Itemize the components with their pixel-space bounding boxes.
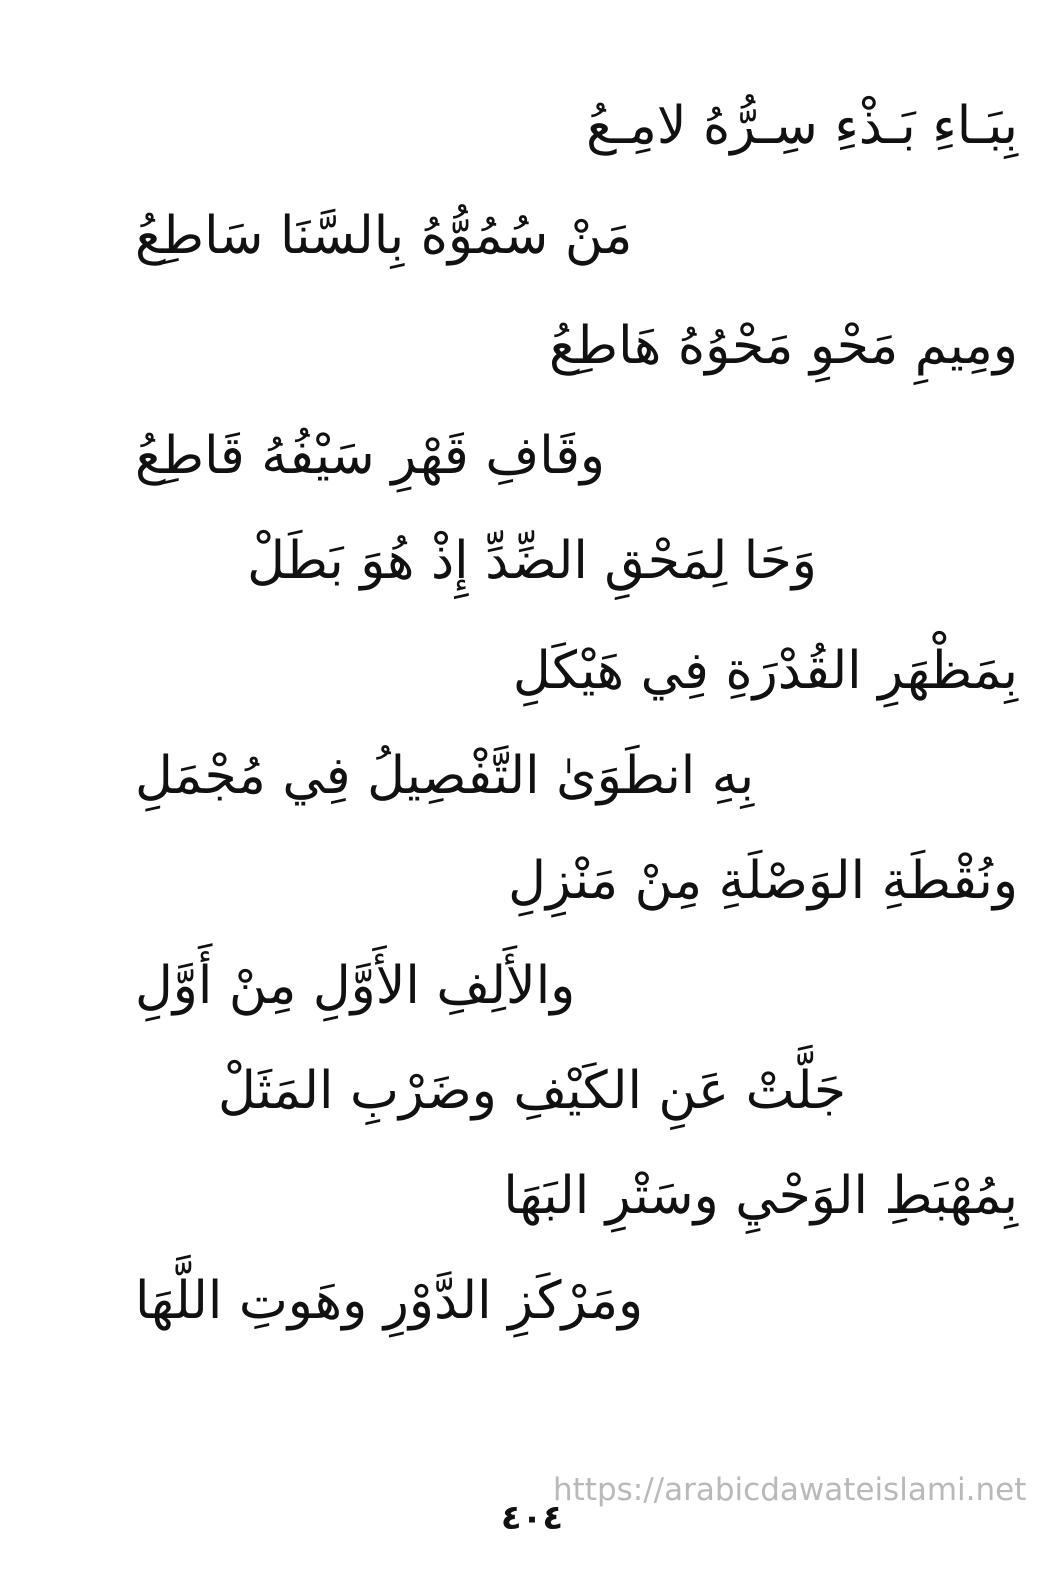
verse-line-5: وَحَا لِمَحْقِ الضِّدِّ إِذْ هُوَ بَطَلْ [247,531,817,591]
verse-line-1: بِبَـاءِ بَـذْءِ سِـرُّهُ لامِـعُ [586,96,1018,156]
verse-line-11: بِمُهْبَطِ الوَحْيِ وسَتْرِ البَهَا [503,1166,1018,1226]
verse-line-6: بِمَظْهَرِ القُدْرَةِ فِي هَيْكَلِ [512,641,1018,701]
verse-line-2: مَنْ سُمُوُّهُ بِالسَّنَا سَاطِعُ [135,206,633,266]
verse-line-9: والأَلِفِ الأَوَّلِ مِنْ أَوَّلِ [135,956,576,1016]
verse-line-12: ومَرْكَزِ الدَّوْرِ وهَوتِ اللَّهَا [135,1271,644,1331]
verse-line-10: جَلَّتْ عَنِ الكَيْفِ وضَرْبِ المَثَلْ [217,1061,846,1121]
verse-line-4: وقَافِ قَهْرِ سَيْفُهُ قَاطِعُ [135,426,606,486]
page-number: ٤٠٤ [500,1498,564,1538]
verse-line-8: ونُقْطَةِ الوَصْلَةِ مِنْ مَنْزِلِ [508,851,1018,911]
verse-line-7: بِهِ انطَوَىٰ التَّفْصِيلُ فِي مُجْمَلِ [135,746,755,806]
watermark-url: https://arabicdawateislami.net [553,1472,1027,1508]
verse-line-3: ومِيمِ مَحْوِ مَحْوُهُ هَاطِعُ [549,316,1018,376]
